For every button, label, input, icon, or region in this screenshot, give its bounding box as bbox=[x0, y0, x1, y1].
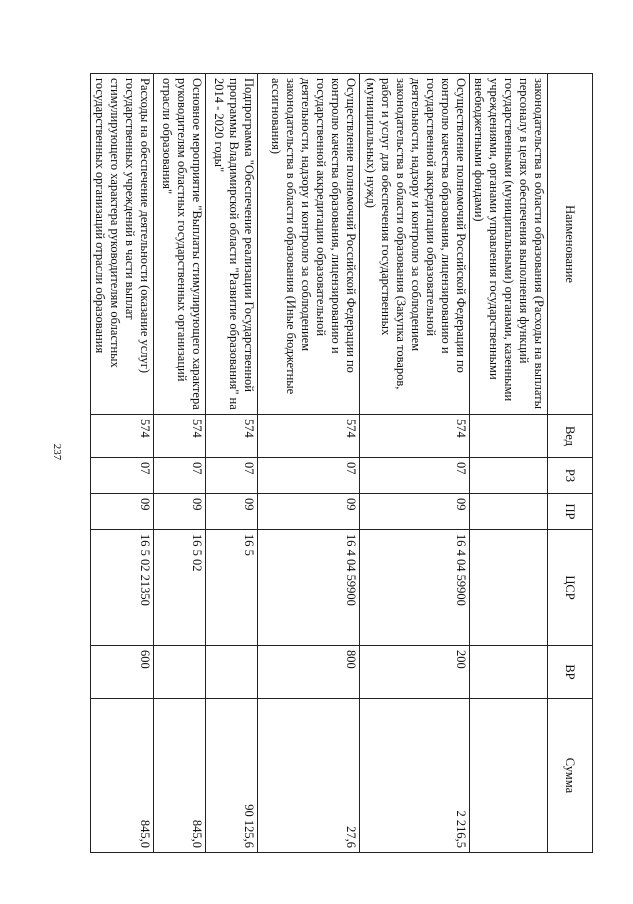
cell-vr: 200 bbox=[360, 646, 470, 699]
table-row bbox=[470, 74, 548, 853]
cell-pr: 09 bbox=[206, 494, 258, 530]
header-ved: Вед bbox=[548, 415, 593, 458]
cell-rz: 07 bbox=[206, 458, 258, 494]
cell-sum: 845,0 bbox=[154, 699, 206, 853]
header-rz: РЗ bbox=[548, 458, 593, 494]
cell-csr: 16 5 02 bbox=[154, 530, 206, 646]
header-name: Наименование bbox=[548, 74, 593, 415]
cell-csr: 16 5 bbox=[206, 530, 258, 646]
table-header-row bbox=[548, 74, 593, 853]
cell-rz: 07 bbox=[360, 458, 470, 494]
cell-rz: 07 bbox=[91, 458, 154, 494]
table-row bbox=[154, 74, 206, 853]
cell-csr: 16 5 02 21350 bbox=[91, 530, 154, 646]
cell-vr bbox=[154, 646, 206, 699]
cell-vr bbox=[470, 646, 548, 699]
table-row bbox=[258, 74, 360, 853]
cell-sum bbox=[470, 699, 548, 853]
cell-name: Подпрограмма "Обеспечение реализации Государственной программы Владимирской области "Развитие образования" на 2014 - 2020 годы" bbox=[206, 74, 258, 415]
cell-vr: 800 bbox=[258, 646, 360, 699]
cell-name: Основное мероприятие "Выплаты стимулирующего характера руководителям областных государственных организаций отрасли образования" bbox=[154, 74, 206, 415]
cell-pr: 09 bbox=[258, 494, 360, 530]
cell-ved: 574 bbox=[206, 415, 258, 458]
cell-csr bbox=[470, 530, 548, 646]
cell-name: законодательства в области образования (Расходы на выплаты персоналу в целях обеспечения выполнения функций государственными (муниципальными) органами, казенными учреждениями, органами управления государственными внебюджетными фондами) bbox=[470, 74, 548, 415]
cell-sum: 845,0 bbox=[91, 699, 154, 853]
cell-ved: 574 bbox=[154, 415, 206, 458]
budget-table bbox=[90, 73, 593, 853]
cell-vr: 600 bbox=[91, 646, 154, 699]
cell-rz: 07 bbox=[258, 458, 360, 494]
cell-pr bbox=[470, 494, 548, 530]
cell-name: Осуществление полномочий Российской Федерации по контролю качества образования, лицензированию и государственной аккредитации образовательной деятельности, надзору и контролю за соблюдением законодательства в области образования (Иные бюджетные ассигнования) bbox=[258, 74, 360, 415]
cell-name: Осуществление полномочий Российской Федерации по контролю качества образования, лицензированию и государственной аккредитации образовательной деятельности, надзору и контролю за соблюдением законодательства в области образования (Закупка товаров, работ и услуг для обеспечения государственных (муниципальных) нужд) bbox=[360, 74, 470, 415]
cell-vr bbox=[206, 646, 258, 699]
cell-ved bbox=[470, 415, 548, 458]
table-row bbox=[91, 74, 154, 853]
cell-pr: 09 bbox=[360, 494, 470, 530]
cell-rz: 07 bbox=[154, 458, 206, 494]
table-row bbox=[206, 74, 258, 853]
cell-ved: 574 bbox=[91, 415, 154, 458]
header-vr: ВР bbox=[548, 646, 593, 699]
table-row bbox=[360, 74, 470, 853]
cell-pr: 09 bbox=[154, 494, 206, 530]
cell-sum: 90 125,6 bbox=[206, 699, 258, 853]
header-pr: ПР bbox=[548, 494, 593, 530]
cell-name: Расходы на обеспечение деятельности (оказание услуг) государственных учреждений в части выплат стимулирующего характера руководителям областных государственных организаций отрасли образования bbox=[91, 74, 154, 415]
header-csr: ЦСР bbox=[548, 530, 593, 646]
page-number: 237 bbox=[51, 443, 63, 461]
cell-sum: 27,6 bbox=[258, 699, 360, 853]
header-sum: Сумма bbox=[548, 699, 593, 853]
cell-ved: 574 bbox=[360, 415, 470, 458]
cell-csr: 16 4 04 59900 bbox=[258, 530, 360, 646]
cell-rz bbox=[470, 458, 548, 494]
cell-pr: 09 bbox=[91, 494, 154, 530]
cell-csr: 16 4 04 59900 bbox=[360, 530, 470, 646]
cell-sum: 2 216,5 bbox=[360, 699, 470, 853]
budget-table-rotated bbox=[93, 73, 593, 852]
cell-ved: 574 bbox=[258, 415, 360, 458]
